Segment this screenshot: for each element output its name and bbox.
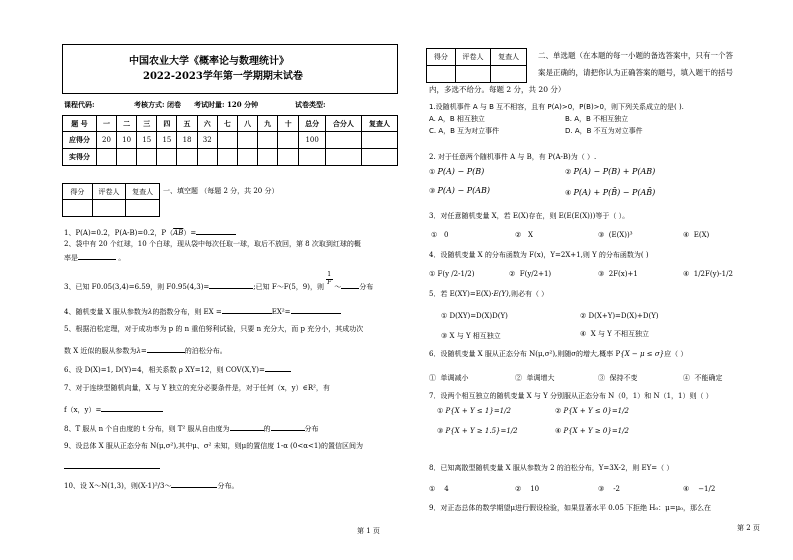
mc-q6-option-2[interactable]: ② 单调增大 <box>515 374 555 382</box>
reviewer-cell[interactable] <box>126 200 160 217</box>
section1-heading: 一、填空题 （每题 2 分，共 20 分） <box>163 187 279 195</box>
grader-label: 评卷人 <box>92 184 126 200</box>
q9-line1: 9、设总体 X 服从正态分布 N(μ,σ²),其中μ、σ² 未知，则μ的置信度 1-α (0<α<1)的置信区间为 <box>64 442 364 450</box>
grader2-cell[interactable] <box>455 66 491 83</box>
actual-total[interactable] <box>299 149 326 166</box>
course-code-label: 课程代码: <box>64 100 95 109</box>
actual-reviewer[interactable] <box>361 149 397 166</box>
q4: 4、随机变量 X 服从参数为λ的指数分布，则 EX = EX²= <box>64 306 341 316</box>
points-5: 18 <box>177 132 197 149</box>
grader-score-cell[interactable] <box>63 200 93 217</box>
mc-q3-option-4[interactable]: ④ E(X) <box>683 231 710 239</box>
mc-q3-option-1[interactable]: ① 0 <box>431 231 449 239</box>
exam-method: 考核方式: 闭卷 <box>134 100 182 109</box>
mc-q6-option-1[interactable]: ① 单调减小 <box>429 374 469 382</box>
row-label-number: 题 号 <box>63 116 97 132</box>
score-table <box>62 115 398 166</box>
mc-q5: 5．若 E(XY)=E(X)·E(Y),则必有（ ） <box>429 290 549 298</box>
points-total: 100 <box>299 132 326 149</box>
mc-q4-option-3[interactable]: ③ 2F(x)+1 <box>598 270 638 278</box>
mc-q9: 9．对正态总体的数学期望μ进行假设检验，如果显著水平 0.05 下拒绝 H₀：μ=μ₀，那么在 <box>429 504 711 512</box>
mc-q1-option-a[interactable]: A. A，B 相互独立 <box>429 115 485 123</box>
mc-q4-option-2[interactable]: ② F(y/2+1) <box>509 270 552 278</box>
mc-q4: 4．设随机变量 X 的分布函数为 F(x)，Y=2X+1,则 Y 的分布函数为( ) <box>429 251 649 259</box>
points-4: 15 <box>157 132 177 149</box>
title-frame <box>62 44 398 94</box>
mc-q4-option-4[interactable]: ④ 1/2F(y)-1/2 <box>683 270 733 278</box>
mc-q3: 3．对任意随机变量 X，若 E(X)存在，则 E(E(E(X)))等于（ ）。 <box>429 212 630 220</box>
mc-q3-option-3[interactable]: ③ (E(X))³ <box>598 231 633 239</box>
col-8: 八 <box>237 116 257 132</box>
grader2-score-cell[interactable] <box>427 66 456 83</box>
q7-line1: 7、对于连续型随机向量，X 与 Y 独立的充分必要条件是，对于任何（x，y）∈R²，有 <box>64 384 330 392</box>
q3: 3、已知 F0.05(3,4)=6.59，则 F0.95(4,3)= ;已知 F～F(5，9)，则 $\frac{1}{F}$ ～ 分布 <box>64 271 374 291</box>
points-summer <box>325 132 361 149</box>
points-8 <box>237 132 257 149</box>
col-9: 九 <box>258 116 278 132</box>
col-5: 五 <box>177 116 197 132</box>
mc-q7-option-1[interactable]: ① P{X + Y ≤ 1}=1/2 <box>437 407 511 415</box>
mc-q5-option-2[interactable]: ② D(X+Y)=D(X)+D(Y) <box>580 312 659 320</box>
mc-q1-option-c[interactable]: C. A，B 互为对立事件 <box>429 127 500 135</box>
points-3: 15 <box>137 132 157 149</box>
col-4: 四 <box>157 116 177 132</box>
actual-5[interactable] <box>177 149 197 166</box>
q10: 10、设 X～N(1,3)，则(X-1)²/3～ 分布。 <box>64 482 239 490</box>
mc-q7-option-4[interactable]: ④ P{X + Y ≥ 0}=1/2 <box>555 427 629 435</box>
mc-q4-option-1[interactable]: ① F(y /2-1/2) <box>429 270 475 278</box>
grader-box-1 <box>62 183 160 217</box>
exam-type: 试卷类型: <box>295 100 326 109</box>
actual-2[interactable] <box>117 149 137 166</box>
q8: 8、T 服从 n 个自由度的 t 分布，则 T² 服从自由度为 的 分布 <box>64 425 319 433</box>
actual-7[interactable] <box>217 149 237 166</box>
col-summer: 合分人 <box>325 116 361 132</box>
mc-q8: 8．已知离散型随机变量 X 服从参数为 2 的泊松分布，Y=3X-2，则 EY=（ ） <box>429 464 674 472</box>
mc-q7-option-3[interactable]: ③ P{X + Y ≥ 1.5}=1/2 <box>437 427 518 435</box>
q1: 1、P(A)=0.2，P(A-B)=0.2，$P(\overline{AB})=$ <box>64 227 236 237</box>
actual-1[interactable] <box>96 149 116 166</box>
col-1: 一 <box>96 116 116 132</box>
grader-score-label: 得分 <box>63 184 93 200</box>
grader-cell[interactable] <box>92 200 126 217</box>
actual-6[interactable] <box>197 149 217 166</box>
col-10: 十 <box>278 116 299 132</box>
q6: 6、设 D(X)=1, D(Y)=4，相关系数 ρ XY=12，则 COV(X,Y)= <box>64 364 291 374</box>
col-2: 二 <box>117 116 137 132</box>
mc-q8-option-2[interactable]: ② 10 <box>515 485 540 493</box>
page-number-2: 第 2 页 <box>737 524 760 532</box>
col-3: 三 <box>137 116 157 132</box>
exam-subtitle: 2022-2023学年第一学期期末试卷 <box>143 71 303 82</box>
mc-q6-option-4[interactable]: ④ 不能确定 <box>683 374 723 382</box>
q5-line2: 数 X 近似的服从参数为λ= 的泊松分布。 <box>64 347 227 355</box>
score-header-row <box>63 116 398 132</box>
mc-q6: 6．设随机变量 X 服从正态分布 N(μ,σ²),则随σ的增大,概率 P{X − μ ≤ σ}应（ ） <box>429 350 688 358</box>
grader-box-2 <box>426 48 527 83</box>
mc-q8-option-3[interactable]: ③ -2 <box>598 485 621 493</box>
points-reviewer <box>361 132 397 149</box>
mc-q8-option-1[interactable]: ① 4 <box>429 485 449 493</box>
actual-10[interactable] <box>278 149 299 166</box>
col-reviewer: 复查人 <box>361 116 397 132</box>
reviewer-label: 复查人 <box>126 184 160 200</box>
mc-q7-option-2[interactable]: ② P{X + Y ≤ 0}=1/2 <box>555 407 629 415</box>
exam-title: 中国农业大学《概率论与数理统计》 <box>129 56 289 67</box>
mc-q1-option-b[interactable]: B. A，B 不相互独立 <box>565 115 629 123</box>
exam-time: 考试时量: 120 分钟 <box>194 100 259 109</box>
mc-q8-option-4[interactable]: ④ −1/2 <box>683 485 716 493</box>
actual-summer[interactable] <box>325 149 361 166</box>
row-label-points: 应得分 <box>63 132 97 149</box>
score-points-row <box>63 132 398 149</box>
grader2-label: 评卷人 <box>455 49 491 66</box>
section2-heading-1: 二、单选题（在本题的每一小题的备选答案中，只有一个答 <box>538 51 733 60</box>
col-6: 六 <box>197 116 217 132</box>
q2-line2: 率是 。 <box>64 254 126 262</box>
actual-3[interactable] <box>137 149 157 166</box>
mc-q2-option-2[interactable]: ② P(A) − P(B) + P(AB) <box>565 167 656 176</box>
points-7 <box>217 132 237 149</box>
mc-q1-option-d[interactable]: D. A，B 不互为对立事件 <box>565 127 643 135</box>
actual-4[interactable] <box>157 149 177 166</box>
q7-line2: f（x，y）= <box>64 404 163 414</box>
page-number-1: 第 1 页 <box>357 527 380 535</box>
q9-line2 <box>64 461 160 471</box>
q2-line1: 2、袋中有 20 个红球，10 个白球，现从袋中每次任取一球，取后不放回，第 8 次取到红球的概 <box>64 240 361 248</box>
points-6: 32 <box>197 132 217 149</box>
mc-q7: 7．设两个相互独立的随机变量 X 与 Y 分别服从正态分布 N（0，1）和 N（1，1）则（ ） <box>429 392 713 400</box>
actual-8[interactable] <box>237 149 257 166</box>
mc-q2-option-3[interactable]: ③ P(A) − P(AB) <box>429 186 490 195</box>
reviewer2-cell[interactable] <box>491 66 527 83</box>
section2-heading-2: 案是正确的，请把你认为正确答案的题号，填入题干的括号 <box>538 68 733 77</box>
section2-heading-3: 内，多选不给分。每题 2 分，共 20 分） <box>429 85 566 94</box>
col-7: 七 <box>217 116 237 132</box>
mc-q5-option-1[interactable]: ① D(XY)=D(X)D(Y) <box>441 312 508 320</box>
points-10 <box>278 132 299 149</box>
grader2-score-label: 得分 <box>427 49 456 66</box>
actual-9[interactable] <box>258 149 278 166</box>
points-2: 10 <box>117 132 137 149</box>
mc-q5-option-3[interactable]: ③ X 与 Y 相互独立 <box>441 332 501 340</box>
mc-q2: 2. 对于任意两个随机事件 A 与 B，有 P(A-B)为（ ）. <box>429 153 597 161</box>
points-1: 20 <box>96 132 116 149</box>
q5-line1: 5、根据泊松定理，对于成功率为 p 的 n 重伯努利试验，只要 n 充分大，而 p 充分小，其成功次 <box>64 325 364 333</box>
mc-q2-option-4[interactable]: ④ P(A) + P(B̄) − P(AB̄) <box>565 188 656 197</box>
score-actual-row <box>63 149 398 166</box>
mc-q1: 1.设随机事件 A 与 B 互不相容，且有 P(A)>0，P(B)>0，则下列关系成立的是( ). <box>429 103 684 111</box>
points-9 <box>258 132 278 149</box>
mc-q5-option-4[interactable]: ④ X 与 Y 不相互独立 <box>580 330 650 338</box>
mc-q3-option-2[interactable]: ② X <box>515 231 533 239</box>
col-total: 总分 <box>299 116 326 132</box>
reviewer2-label: 复查人 <box>491 49 527 66</box>
mc-q2-option-1[interactable]: ① P(A) − P(B) <box>429 167 485 176</box>
row-label-actual: 实得分 <box>63 149 97 166</box>
mc-q6-option-3[interactable]: ③ 保持不变 <box>598 374 638 382</box>
